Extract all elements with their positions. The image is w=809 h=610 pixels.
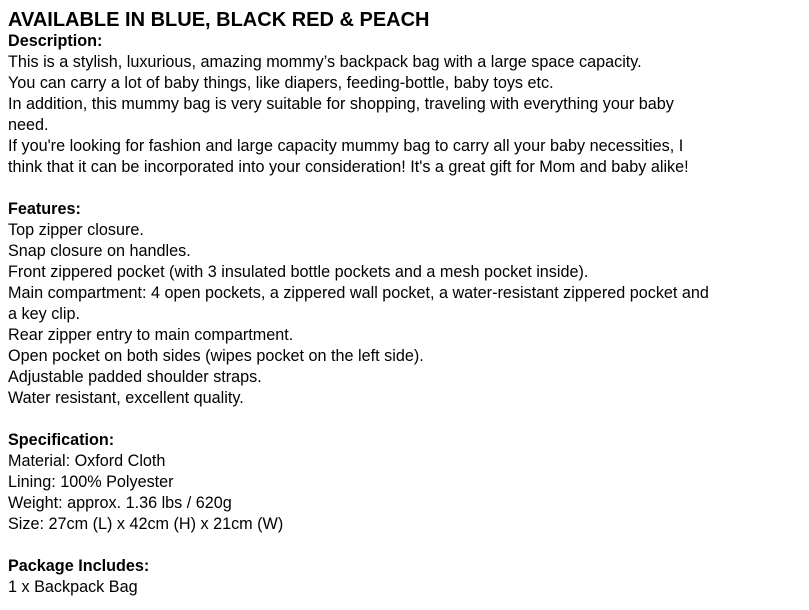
feature-item: Adjustable padded shoulder straps. xyxy=(8,368,262,386)
description-line: This is a stylish, luxurious, amazing mommy’s backpack bag with a large space capacity. xyxy=(8,53,642,71)
specification-item: Lining: 100% Polyester xyxy=(8,473,174,491)
description-line: need. xyxy=(8,116,49,134)
feature-item: Top zipper closure. xyxy=(8,221,144,239)
spacer xyxy=(8,409,806,430)
description-line: In addition, this mummy bag is very suitable for shopping, traveling with everything your baby xyxy=(8,95,674,113)
feature-item: Water resistant, excellent quality. xyxy=(8,389,244,407)
spacer xyxy=(8,535,806,556)
description-line: think that it can be incorporated into your consideration! It's a great gift for Mom and baby alike! xyxy=(8,158,689,176)
product-description-page xyxy=(8,9,806,598)
specification-item: Size: 27cm (L) x 42cm (H) x 21cm (W) xyxy=(8,515,284,533)
spacer xyxy=(8,178,806,199)
specification-section xyxy=(8,430,806,535)
feature-item: Main compartment: 4 open pockets, a zippered wall pocket, a water-resistant zippered pocket and xyxy=(8,284,709,302)
specification-item: Weight: approx. 1.36 lbs / 620g xyxy=(8,494,232,512)
page-title: AVAILABLE IN BLUE, BLACK RED & PEACH xyxy=(8,9,430,31)
description-heading: Description: xyxy=(8,32,103,50)
feature-item: Open pocket on both sides (wipes pocket on the left side). xyxy=(8,347,424,365)
description-section xyxy=(8,31,806,178)
features-section xyxy=(8,199,806,409)
description-line: If you're looking for fashion and large capacity mummy bag to carry all your baby necessities, I xyxy=(8,137,684,155)
specification-item: Material: Oxford Cloth xyxy=(8,452,166,470)
package-section xyxy=(8,556,806,598)
features-heading: Features: xyxy=(8,200,81,218)
specification-heading: Specification: xyxy=(8,431,115,449)
feature-item: a key clip. xyxy=(8,305,80,323)
feature-item: Front zippered pocket (with 3 insulated bottle pockets and a mesh pocket inside). xyxy=(8,263,589,281)
description-line: You can carry a lot of baby things, like diapers, feeding-bottle, baby toys etc. xyxy=(8,74,554,92)
feature-item: Snap closure on handles. xyxy=(8,242,191,260)
feature-item: Rear zipper entry to main compartment. xyxy=(8,326,294,344)
package-heading: Package Includes: xyxy=(8,557,150,575)
package-item: 1 x Backpack Bag xyxy=(8,578,138,596)
